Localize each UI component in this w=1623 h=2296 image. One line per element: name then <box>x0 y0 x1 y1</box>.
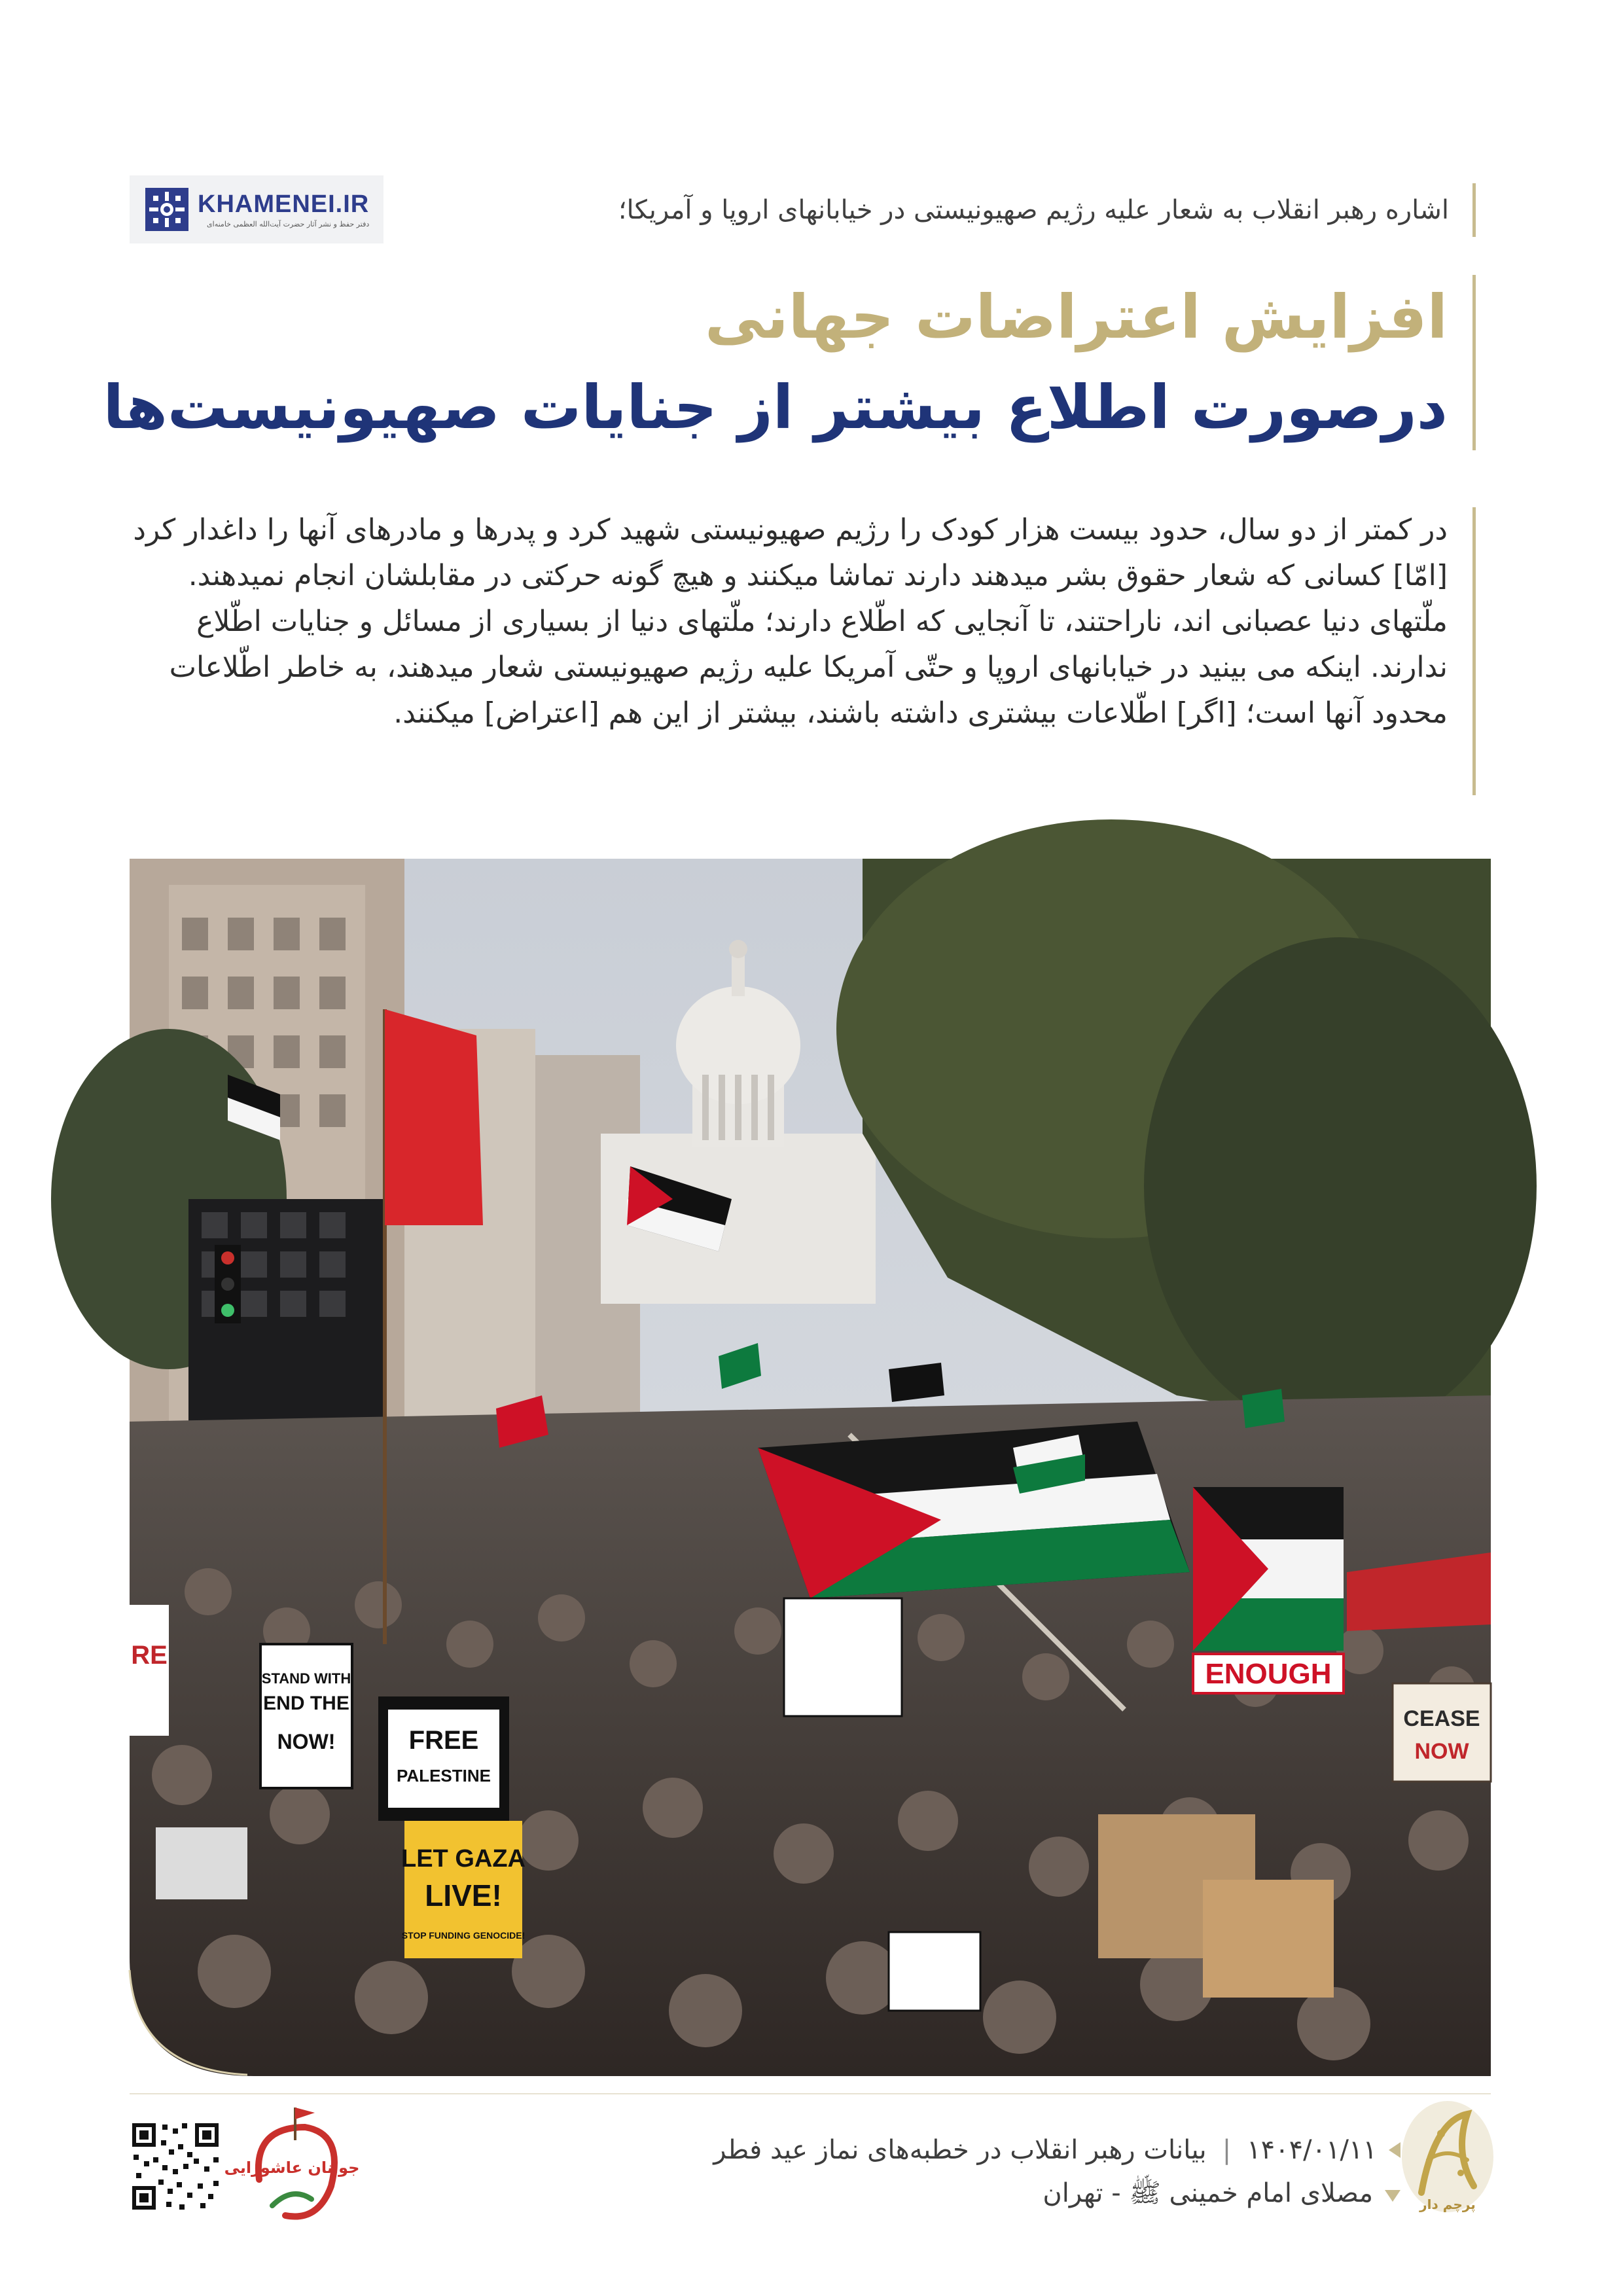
svg-text:FREE: FREE <box>408 1726 479 1755</box>
body-line: ندارند. اینکه می بینید در خیابانهای اروپا و حتّی آمریکا علیه رژیم صهیونیستی شعار میدهند، به خاطر اطّلاعات <box>169 651 1448 684</box>
svg-text:LIVE!: LIVE! <box>425 1878 502 1912</box>
quote-body <box>133 507 1476 795</box>
footer-location: مصلای امام خمینی ﷺ - تهران <box>1043 2178 1373 2208</box>
title-line-2: درصورت اطلاع بیشتر از جنایات صهیونیست‌ها <box>103 372 1448 442</box>
decorative-corner <box>130 1957 254 2076</box>
svg-text:STOP FUNDING GENOCIDE!: STOP FUNDING GENOCIDE! <box>401 1930 526 1941</box>
body-line: ملّتهای دنیا عصبانی اند، ناراحتند، تا آنجایی که اطّلاع دارند؛ ملّتهای دنیا از بسیاری از مسائل و جنایات اطّلاع <box>196 605 1448 638</box>
kicker: اشاره رهبر انقلاب به شعار علیه رژیم صهیونیستی در خیابانهای اروپا و آمریکا؛ <box>200 183 1476 237</box>
footer-event: بیانات رهبر انقلاب در خطبه‌های نماز عید فطر <box>713 2135 1207 2165</box>
qr-code-icon[interactable] <box>130 2121 221 2212</box>
calligraphy-emblem-icon <box>1395 2094 1493 2219</box>
svg-text:LET GAZA: LET GAZA <box>401 1845 526 1873</box>
footer-divider <box>130 2093 1491 2094</box>
logo-subtitle: دفتر حفظ و نشر آثار حضرت آیت‌الله العظمی خامنه‌ای <box>207 219 370 228</box>
protest-photo <box>130 859 1491 2076</box>
footer-separator: | <box>1222 2135 1232 2165</box>
emblem-text: پرچم دار <box>1419 2197 1476 2212</box>
svg-text:NOW: NOW <box>1414 1739 1469 1764</box>
footer-date: ۱۴۰۴/۰۱/۱۱ <box>1247 2135 1377 2165</box>
body-line: [امّا] کسانی که شعار حقوق بشر میدهند دارند تماشا میکنند و هیچ گونه حرکتی در مقابلشان انجام نمیدهند. <box>188 559 1448 592</box>
title-line-1: افزایش اعتراضات جهانی <box>705 282 1448 352</box>
ashura-youth-logo <box>224 2101 360 2232</box>
title-block <box>103 275 1476 450</box>
footer-location-row <box>419 2173 1400 2219</box>
logo-text: KHAMENEI.IR <box>198 190 370 218</box>
body-line: محدود آنها است؛ [اگر] اطّلاعات بیشتری داشته باشند، بیشتر از این هم [اعتراض] میکنند. <box>393 696 1448 730</box>
svg-text:NOW!: NOW! <box>277 1730 336 1753</box>
footer-event-row <box>419 2127 1400 2173</box>
body-line: در کمتر از دو سال، حدود بیست هزار کودک را رژیم صهیونیستی شهید کرد و پدرها و مادرهای آنها را داغدار کرد <box>133 513 1448 547</box>
emblem-icon <box>145 188 188 231</box>
sign-enough: ENOUGH <box>1205 1658 1332 1690</box>
svg-text:RE: RE <box>131 1641 168 1670</box>
svg-text:CEASE: CEASE <box>1403 1706 1480 1731</box>
footer-info <box>419 2127 1400 2219</box>
svg-text:PALESTINE: PALESTINE <box>397 1766 491 1785</box>
svg-text:END THE: END THE <box>263 1693 349 1714</box>
svg-text:STAND WITH: STAND WITH <box>261 1670 351 1687</box>
ashura-logo-text: جوانان عاشورایی <box>224 2159 360 2177</box>
